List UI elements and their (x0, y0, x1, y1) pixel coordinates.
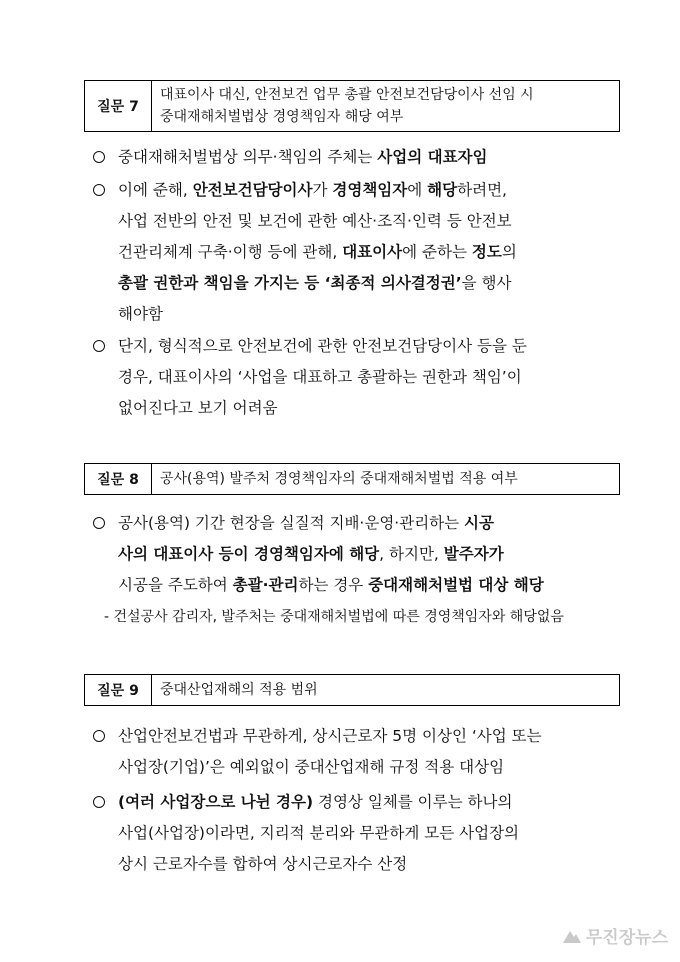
bullet-circle-icon (93, 730, 105, 742)
q9-answer-1-line1: 산업안전보건법과 무관하게, 상시근로자 5명 이상인 ‘사업 또는 (118, 727, 542, 745)
question-8-title: 공사(용역) 발주처 경영책임자의 중대재해처벌법 적용 여부 (160, 471, 518, 487)
question-9-label: 질문 9 (85, 675, 152, 705)
q7-answer-1: 중대재해처벌법상 의무·책임의 주체는 사업의 대표자임 (118, 148, 488, 166)
q9-answer-2-line1: (여러 사업장으로 나뉜 경우) 경영상 일체를 이루는 하나의 (118, 793, 513, 811)
q8-note: - 건설공사 감리자, 발주처는 중대재해처벌법에 따른 경영책임자와 해당없음 (104, 609, 564, 625)
question-8-box (84, 463, 620, 495)
q9-answer-1-line2: 사업장(기업)’은 예외없이 중대산업재해 규정 적용 대상임 (118, 758, 505, 776)
q8-answer-1-line3: 시공을 주도하여 총괄·관리하는 경우 중대재해처벌법 대상 해당 (118, 576, 544, 594)
q9-answer-2-line3: 상시 근로자수를 합하여 상시근로자수 산정 (118, 855, 408, 873)
q7-answer-3-line2: 경우, 대표이사의 ‘사업을 대표하고 총괄하는 권한과 책임’이 (118, 368, 522, 386)
bullet-circle-icon (93, 151, 105, 163)
question-7-box (84, 80, 620, 132)
q7-answer-2-line1: 이에 준해, 안전보건담당이사가 경영책임자에 해당하려면, (118, 181, 507, 199)
q9-answer-2-line2: 사업(사업장)이라면, 지리적 분리와 무관하게 모든 사업장의 (118, 824, 520, 842)
q7-answer-2-line3: 건관리체계 구축·이행 등에 관해, 대표이사에 준하는 정도의 (118, 243, 517, 261)
q8-answer-1-line2: 사의 대표이사 등이 경영책임자에 해당, 하지만, 발주자가 (118, 545, 504, 563)
question-7-title-line2: 중대재해처벌법상 경영책임자 해당 여부 (160, 109, 404, 125)
bullet-circle-icon (93, 796, 105, 808)
q7-answer-2-line2: 사업 전반의 안전 및 보건에 관한 예산·조직·인력 등 안전보 (118, 212, 512, 230)
q7-answer-3-line1: 단지, 형식적으로 안전보건에 관한 안전보건담당이사 등을 둔 (118, 337, 527, 355)
question-9-title: 중대산업재해의 적용 범위 (160, 682, 318, 698)
bullet-circle-icon (93, 340, 105, 352)
q7-answer-2-line5: 해야함 (118, 305, 163, 323)
q7-answer-3-line3: 없어진다고 보기 어려움 (118, 399, 278, 417)
question-8-label: 질문 8 (85, 464, 152, 494)
question-7-label: 질문 7 (85, 81, 152, 131)
watermark-text: 무진장뉴스 (585, 928, 668, 948)
question-7-title-line1: 대표이사 대신, 안전보건 업무 총괄 안전보건담당이사 선임 시 (160, 87, 534, 103)
mountain-logo-icon (562, 927, 582, 945)
q7-answer-2-line4: 총괄 권한과 책임을 가지는 등 ‘최종적 의사결정권’을 행사 (118, 274, 512, 292)
bullet-circle-icon (93, 184, 105, 196)
question-9-box (84, 674, 620, 706)
q8-answer-1-line1: 공사(용역) 기간 현장을 실질적 지배·운영·관리하는 시공 (118, 514, 494, 532)
bullet-circle-icon (93, 517, 105, 529)
question-7-title (152, 81, 619, 131)
watermark (562, 923, 668, 948)
